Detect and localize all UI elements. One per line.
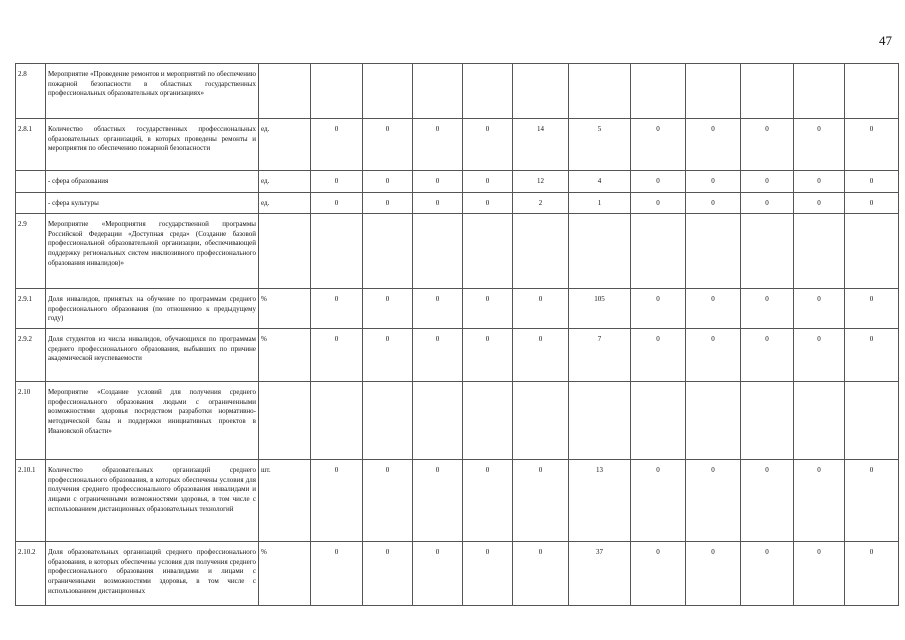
row-value: 13 xyxy=(569,460,631,542)
row-description: Количество областных государственных профессиональных образовательных организаций, в которых проведены ремонты и мероприятия по обеспечению пожарной безопасности xyxy=(46,119,259,171)
indicator-table xyxy=(15,63,899,606)
table-row xyxy=(16,214,899,289)
row-value: 0 xyxy=(686,119,741,171)
table-row xyxy=(16,382,899,460)
row-value: 12 xyxy=(513,171,569,193)
row-value: 0 xyxy=(463,193,513,214)
row-unit xyxy=(259,64,311,119)
row-value: 0 xyxy=(794,289,845,329)
row-value xyxy=(741,214,794,289)
row-value: 0 xyxy=(363,119,413,171)
row-value: 0 xyxy=(311,542,363,606)
table-row xyxy=(16,193,899,214)
row-value: 14 xyxy=(513,119,569,171)
row-value xyxy=(363,64,413,119)
row-value: 0 xyxy=(794,460,845,542)
row-value: 0 xyxy=(413,329,463,382)
row-value: 4 xyxy=(569,171,631,193)
row-value: 0 xyxy=(631,119,686,171)
row-code: 2.10.1 xyxy=(16,460,46,542)
row-unit xyxy=(259,382,311,460)
row-value: 0 xyxy=(686,289,741,329)
row-value: 0 xyxy=(631,542,686,606)
row-description: Мероприятие «Мероприятия государственной программы Российской Федерации «Доступная среда» (Создание базовой профессиональной образовательной организации, обеспечивающей поддержку региональных систем инклюзивного профессионального образования инвалидов)» xyxy=(46,214,259,289)
row-value: 0 xyxy=(463,171,513,193)
row-value: 0 xyxy=(413,119,463,171)
row-code: 2.9 xyxy=(16,214,46,289)
row-value: 0 xyxy=(413,542,463,606)
row-value xyxy=(513,382,569,460)
row-value xyxy=(794,382,845,460)
row-value: 0 xyxy=(845,542,899,606)
table-row xyxy=(16,171,899,193)
row-value: 0 xyxy=(631,289,686,329)
row-value: 0 xyxy=(845,329,899,382)
row-value: 0 xyxy=(631,193,686,214)
row-value xyxy=(413,214,463,289)
row-value: 105 xyxy=(569,289,631,329)
row-value: 0 xyxy=(794,193,845,214)
table-row xyxy=(16,460,899,542)
row-value: 0 xyxy=(311,171,363,193)
row-value xyxy=(311,382,363,460)
table-row xyxy=(16,119,899,171)
row-value: 0 xyxy=(311,119,363,171)
row-value: 0 xyxy=(363,171,413,193)
row-value: 0 xyxy=(413,289,463,329)
row-unit: % xyxy=(259,289,311,329)
row-value: 0 xyxy=(513,542,569,606)
row-description: Доля студентов из числа инвалидов, обучающихся по программам среднего профессионального образования, выбывших по причине академической неуспеваемости xyxy=(46,329,259,382)
row-value: 0 xyxy=(845,119,899,171)
row-value xyxy=(794,64,845,119)
row-value: 37 xyxy=(569,542,631,606)
row-value: 0 xyxy=(311,289,363,329)
row-value xyxy=(686,64,741,119)
row-value: 7 xyxy=(569,329,631,382)
table-row xyxy=(16,329,899,382)
table-row xyxy=(16,289,899,329)
row-unit: ед. xyxy=(259,171,311,193)
row-value: 0 xyxy=(311,329,363,382)
table-row xyxy=(16,64,899,119)
row-value: 0 xyxy=(631,329,686,382)
row-unit: ед. xyxy=(259,193,311,214)
row-value: 0 xyxy=(463,542,513,606)
row-value xyxy=(463,382,513,460)
row-value: 0 xyxy=(363,193,413,214)
page-number: 47 xyxy=(879,33,892,48)
row-code xyxy=(16,171,46,193)
row-code: 2.8.1 xyxy=(16,119,46,171)
row-value xyxy=(686,214,741,289)
row-unit: ед. xyxy=(259,119,311,171)
row-value: 0 xyxy=(363,329,413,382)
row-value: 0 xyxy=(363,460,413,542)
row-value: 1 xyxy=(569,193,631,214)
row-value: 0 xyxy=(463,329,513,382)
row-value xyxy=(686,382,741,460)
row-description: Количество образовательных организаций среднего профессионального образования, в которых обеспечены условия для получения среднего профессионального образования инвалидами и лицами с ограниченными возможностями здоровья, в том числе с использованием дистанционных образовательных технологий xyxy=(46,460,259,542)
row-value xyxy=(845,64,899,119)
row-code xyxy=(16,193,46,214)
row-description: - сфера культуры xyxy=(46,193,259,214)
row-value: 0 xyxy=(741,329,794,382)
row-value xyxy=(845,214,899,289)
row-value xyxy=(463,64,513,119)
row-value: 2 xyxy=(513,193,569,214)
row-value: 0 xyxy=(363,542,413,606)
row-description: Мероприятие «Создание условий для получения среднего профессионального образования людьми с ограниченными возможностями здоровья посредством разработки нормативно-методической базы и поддержки инициативных проектов в Ивановской области» xyxy=(46,382,259,460)
row-value: 0 xyxy=(311,193,363,214)
row-value: 0 xyxy=(513,329,569,382)
row-value: 0 xyxy=(363,289,413,329)
row-value: 0 xyxy=(513,460,569,542)
row-description: Доля образовательных организаций среднего профессионального образования, в которых обеспечены условия для получения среднего профессионального образования инвалидами и лицами с ограниченными возможностями здоровья, в том числе с использованием дистанционных xyxy=(46,542,259,606)
row-value xyxy=(794,214,845,289)
row-value: 0 xyxy=(686,329,741,382)
row-value xyxy=(413,64,463,119)
row-value xyxy=(845,382,899,460)
row-value xyxy=(513,64,569,119)
row-value: 0 xyxy=(741,193,794,214)
row-unit: шт. xyxy=(259,460,311,542)
row-value xyxy=(631,382,686,460)
row-code: 2.9.1 xyxy=(16,289,46,329)
row-unit xyxy=(259,214,311,289)
row-value: 0 xyxy=(463,119,513,171)
row-value: 0 xyxy=(463,289,513,329)
row-code: 2.10 xyxy=(16,382,46,460)
row-value: 0 xyxy=(794,171,845,193)
row-value: 0 xyxy=(631,171,686,193)
row-value xyxy=(363,214,413,289)
row-value: 0 xyxy=(513,289,569,329)
row-value: 5 xyxy=(569,119,631,171)
row-value: 0 xyxy=(631,460,686,542)
row-value xyxy=(311,214,363,289)
row-value: 0 xyxy=(845,289,899,329)
row-value xyxy=(569,382,631,460)
row-value xyxy=(311,64,363,119)
row-code: 2.8 xyxy=(16,64,46,119)
row-value: 0 xyxy=(794,119,845,171)
row-value: 0 xyxy=(413,460,463,542)
row-value: 0 xyxy=(741,171,794,193)
row-value: 0 xyxy=(741,542,794,606)
row-value: 0 xyxy=(686,193,741,214)
row-unit: % xyxy=(259,542,311,606)
row-value xyxy=(741,64,794,119)
row-value: 0 xyxy=(794,329,845,382)
row-code: 2.9.2 xyxy=(16,329,46,382)
row-value xyxy=(741,382,794,460)
row-description: Мероприятие «Проведение ремонтов и мероприятий по обеспечению пожарной безопасности в областных государственных профессиональных образовательных организациях» xyxy=(46,64,259,119)
row-value: 0 xyxy=(794,542,845,606)
row-value: 0 xyxy=(686,171,741,193)
row-value: 0 xyxy=(845,171,899,193)
row-value: 0 xyxy=(845,193,899,214)
row-value xyxy=(413,382,463,460)
row-value: 0 xyxy=(686,460,741,542)
row-code: 2.10.2 xyxy=(16,542,46,606)
row-value: 0 xyxy=(413,171,463,193)
row-value: 0 xyxy=(686,542,741,606)
row-value: 0 xyxy=(463,460,513,542)
row-unit: % xyxy=(259,329,311,382)
row-value xyxy=(631,64,686,119)
row-value xyxy=(513,214,569,289)
table-row xyxy=(16,542,899,606)
row-value: 0 xyxy=(845,460,899,542)
row-value xyxy=(569,214,631,289)
row-value xyxy=(463,214,513,289)
row-value xyxy=(569,64,631,119)
row-value: 0 xyxy=(413,193,463,214)
row-value xyxy=(363,382,413,460)
row-value: 0 xyxy=(741,460,794,542)
row-description: Доля инвалидов, принятых на обучение по программам среднего профессионального образования (по отношению к предыдущему году) xyxy=(46,289,259,329)
row-value xyxy=(631,214,686,289)
row-value: 0 xyxy=(741,119,794,171)
row-value: 0 xyxy=(741,289,794,329)
row-description: - сфера образования xyxy=(46,171,259,193)
row-value: 0 xyxy=(311,460,363,542)
